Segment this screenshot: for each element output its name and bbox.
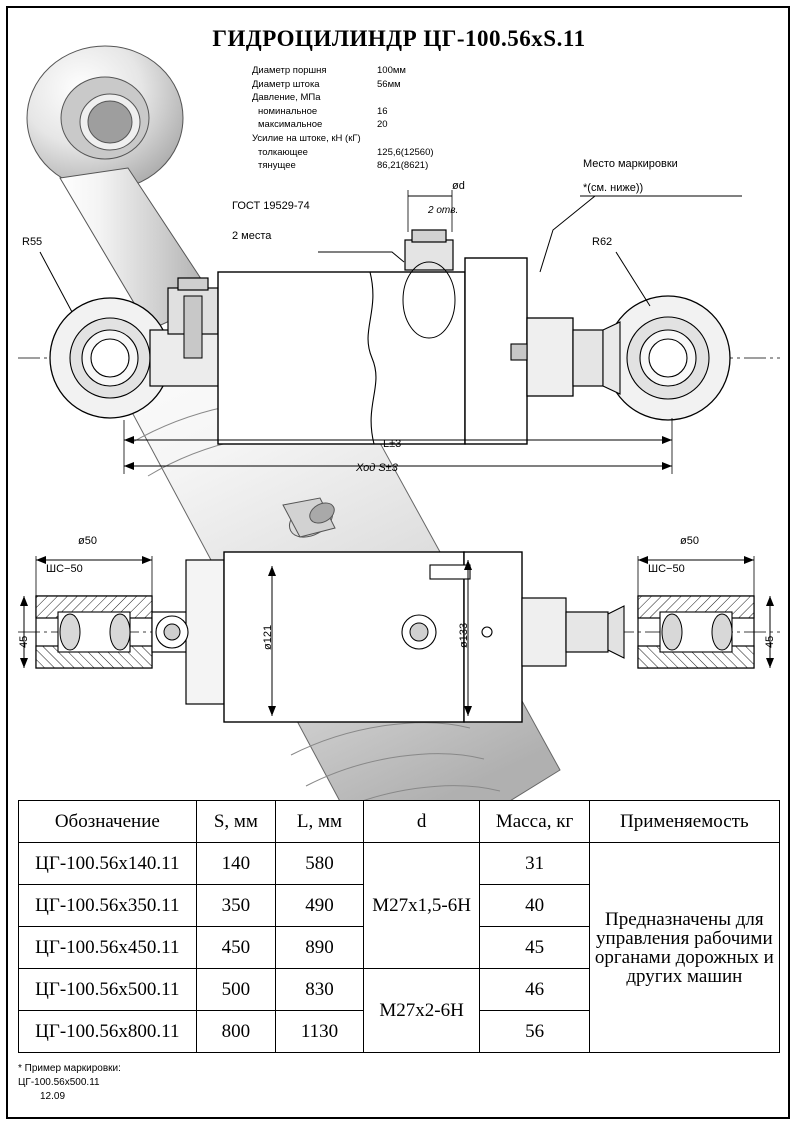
cell-designation: ЦГ-100.56x450.11 (19, 927, 197, 969)
note-line-3: 12.09 (40, 1091, 66, 1102)
dimension-phi121: ø121 (262, 624, 274, 650)
dimension-45-left: 45 (18, 635, 30, 648)
cell-length: 830 (276, 969, 364, 1011)
cell-length: 490 (276, 885, 364, 927)
callout-phi-d: ød (452, 180, 465, 192)
cell-applicability: Предназначены для управления рабочими органами дорожных и других машин (589, 843, 779, 1053)
cell-stroke: 800 (196, 1011, 276, 1053)
spec-value: 100мм (377, 65, 406, 76)
spec-value: 20 (377, 119, 388, 131)
cell-length: 580 (276, 843, 364, 885)
cell-mass: 56 (480, 1011, 589, 1053)
cell-thread-lower: М27х2-6Н (363, 969, 480, 1053)
spec-label: номинальное (258, 105, 318, 117)
table-row (19, 843, 780, 885)
callout-gost: ГОСТ 19529-74 (232, 200, 310, 212)
cell-designation: ЦГ-100.56x500.11 (19, 969, 197, 1011)
cell-designation: ЦГ-100.56x350.11 (19, 885, 197, 927)
spec-label: Усилие на штоке, кН (кГ) (252, 132, 361, 144)
marking-example-note (18, 1062, 121, 1104)
dimension-phi50-right: ø50 (680, 535, 699, 547)
spec-label: толкающее (258, 146, 308, 158)
th-mass: Масса, кг (480, 801, 589, 843)
th-stroke: S, мм (196, 801, 276, 843)
variants-table (18, 800, 780, 1053)
dimension-45-right: 45 (764, 635, 776, 648)
cell-length: 890 (276, 927, 364, 969)
spec-label: Давление, МПа (252, 92, 321, 104)
lower-section-view (18, 552, 780, 722)
th-applicability: Применяемость (589, 801, 779, 843)
callout-r55: R55 (22, 236, 43, 248)
cell-stroke: 350 (196, 885, 276, 927)
cell-thread-upper: М27х1,5-6Н (363, 843, 480, 969)
spec-label: Диаметр поршня (252, 65, 327, 76)
callout-marking-see: *(см. ниже)) (583, 182, 644, 194)
th-designation: Обозначение (19, 801, 197, 843)
spec-value: 56мм (377, 78, 401, 90)
spec-value: 125,6(12560) (377, 146, 434, 158)
cell-length: 1130 (276, 1011, 364, 1053)
spec-value: 86,21(8621) (377, 160, 429, 172)
callout-r62: R62 (592, 236, 613, 248)
dimension-length: L±3 (383, 438, 402, 450)
note-line-2: ЦГ-100.56x500.11 (18, 1077, 100, 1088)
dimension-phi50-left: ø50 (78, 535, 97, 547)
dimension-stroke: Ход S±3 (356, 462, 398, 474)
callout-two-holes: 2 отв. (428, 205, 459, 216)
spec-label: тянущее (258, 160, 296, 172)
spec-value: 16 (377, 105, 388, 117)
cell-stroke: 500 (196, 969, 276, 1011)
cell-mass: 45 (480, 927, 589, 969)
label-shs50-left: ШС−50 (46, 563, 83, 575)
cell-stroke: 140 (196, 843, 276, 885)
spec-label: максимальное (258, 119, 323, 131)
cell-designation: ЦГ-100.56x800.11 (19, 1011, 197, 1053)
callout-marking-place: Место маркировки (583, 158, 678, 170)
cell-stroke: 450 (196, 927, 276, 969)
cell-designation: ЦГ-100.56x140.11 (19, 843, 197, 885)
page-title: ГИДРОЦИЛИНДР ЦГ-100.56xS.11 (212, 26, 586, 51)
table-header-row (19, 801, 780, 843)
callout-gost-places: 2 места (232, 230, 272, 242)
cell-mass: 46 (480, 969, 589, 1011)
th-thread: d (363, 801, 480, 843)
th-length: L, мм (276, 801, 364, 843)
cell-mass: 31 (480, 843, 589, 885)
dimension-phi133: ø133 (458, 622, 470, 648)
note-line-1: * Пример маркировки: (18, 1063, 121, 1074)
cell-mass: 40 (480, 885, 589, 927)
label-shs50-right: ШС−50 (648, 563, 685, 575)
spec-label: Диаметр штока (252, 78, 320, 90)
